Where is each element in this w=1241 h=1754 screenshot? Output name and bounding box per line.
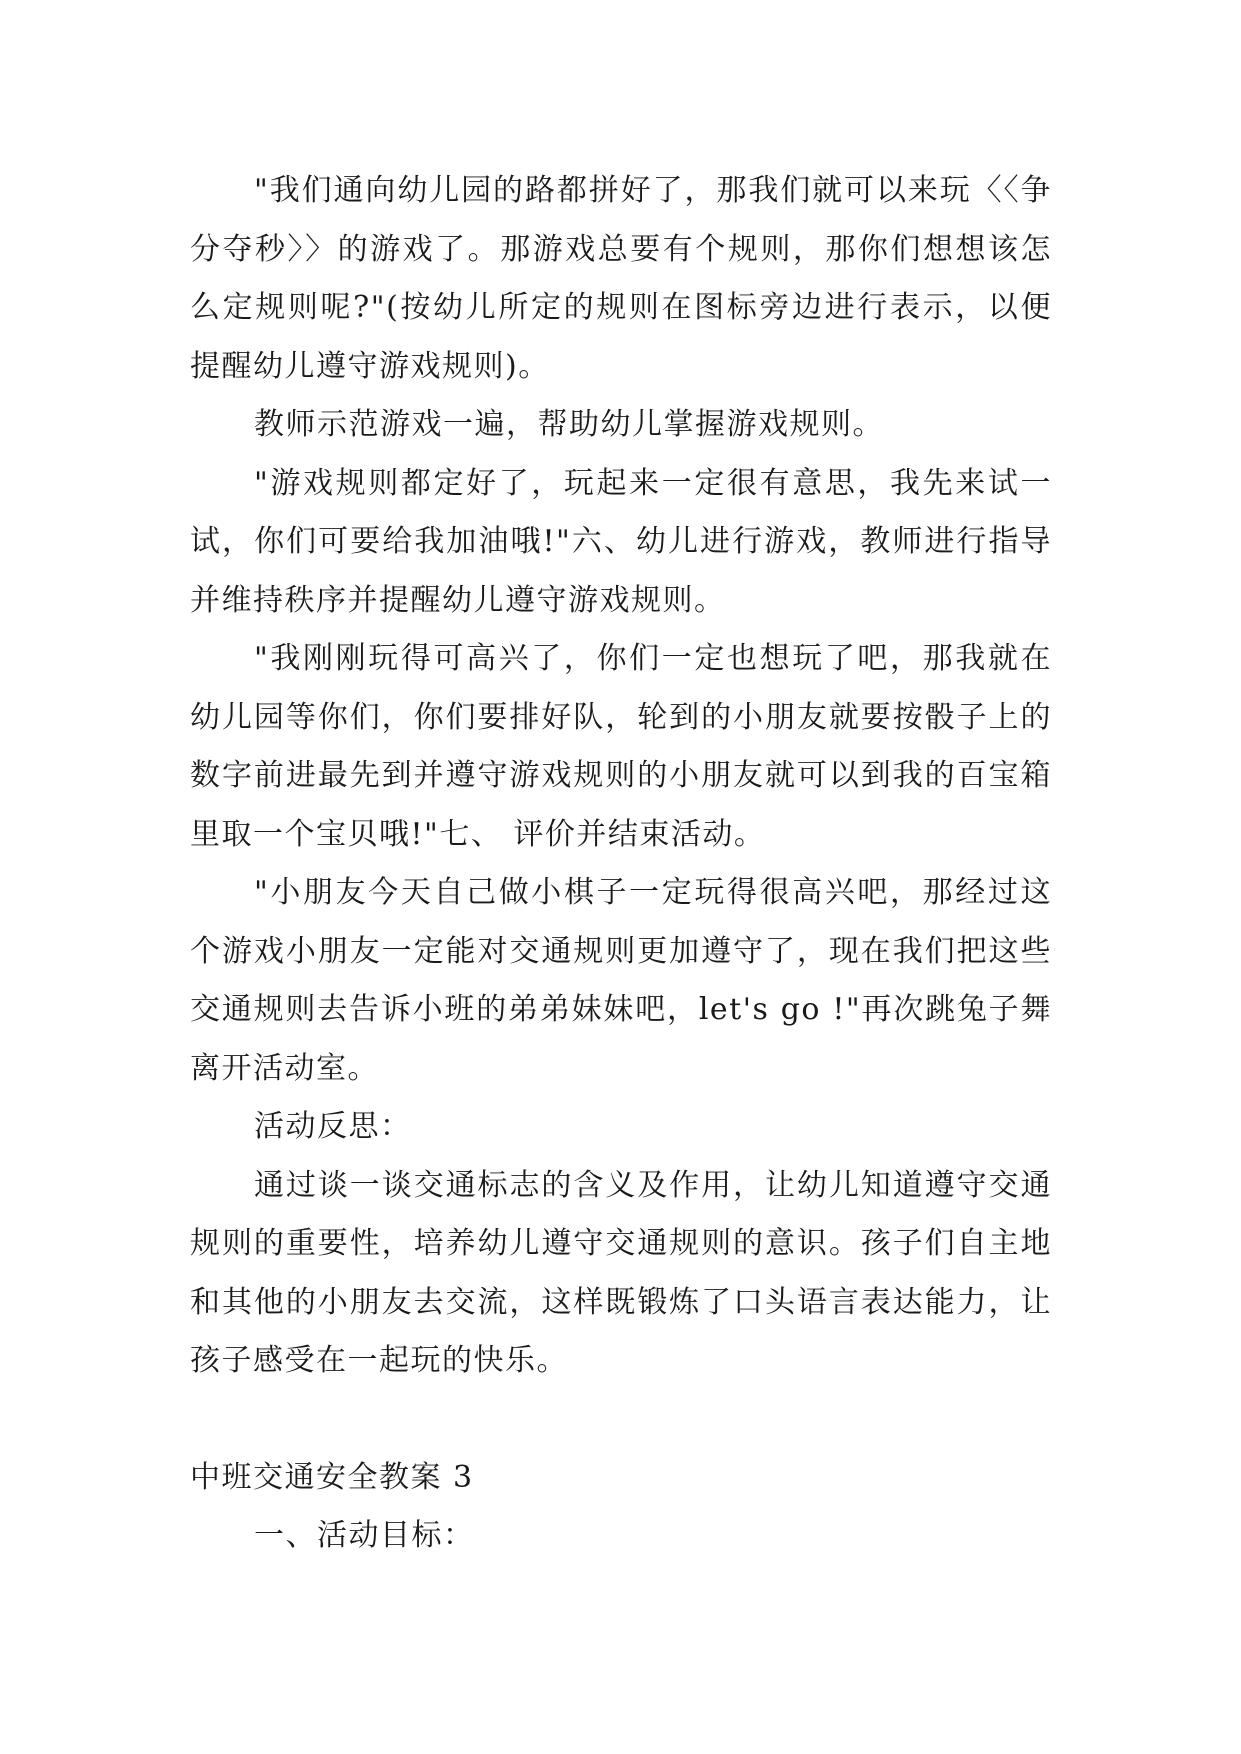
subheading-activity-goals: 一、活动目标： (254, 1518, 475, 1553)
section-title: 中班交通安全教案 3 (190, 1459, 474, 1495)
paragraph-game-rules: "我们通向幼儿园的路都拼好了，那我们就可以来玩〈〈争分夺秒〉〉的游戏了。那游戏总要有个规则，那你们想想该怎么定规则呢?"(按幼儿所定的规则在图标旁边进行表示，以便提醒幼儿遵守游戏规则)。 (190, 173, 1052, 384)
document-body (190, 162, 1052, 1566)
paragraph-reflection-label: 活动反思： (254, 1109, 412, 1144)
paragraph-teacher-demo: 教师示范游戏一遍，帮助幼儿掌握游戏规则。 (254, 407, 884, 442)
paragraph-closing: "小朋友今天自己做小棋子一定玩得很高兴吧，那经过这个游戏小朋友一定能对交通规则更加遵守了，现在我们把这些交通规则去告诉小班的弟弟妹妹吧，let's go !"再次跳兔子舞离开活动室。 (190, 875, 1052, 1086)
paragraph-rules-set: "游戏规则都定好了，玩起来一定很有意思，我先来试一试，你们可要给我加油哦!"六、幼儿进行游戏，教师进行指导并维持秩序并提醒幼儿遵守游戏规则。 (190, 465, 1052, 618)
section-spacer (190, 1391, 1052, 1449)
paragraph-reflection: 通过谈一谈交通标志的含义及作用，让幼儿知道遵守交通规则的重要性，培养幼儿遵守交通规则的意识。孩子们自主地和其他的小朋友去交流，这样既锻炼了口头语言表达能力，让孩子感受在一起玩的快乐。 (190, 1167, 1052, 1378)
paragraph-play-game: "我刚刚玩得可高兴了，你们一定也想玩了吧，那我就在幼儿园等你们，你们要排好队，轮到的小朋友就要按骰子上的数字前进最先到并遵守游戏规则的小朋友就可以到我的百宝箱里取一个宝贝哦!"七、 评价并结束活动。 (190, 641, 1052, 852)
